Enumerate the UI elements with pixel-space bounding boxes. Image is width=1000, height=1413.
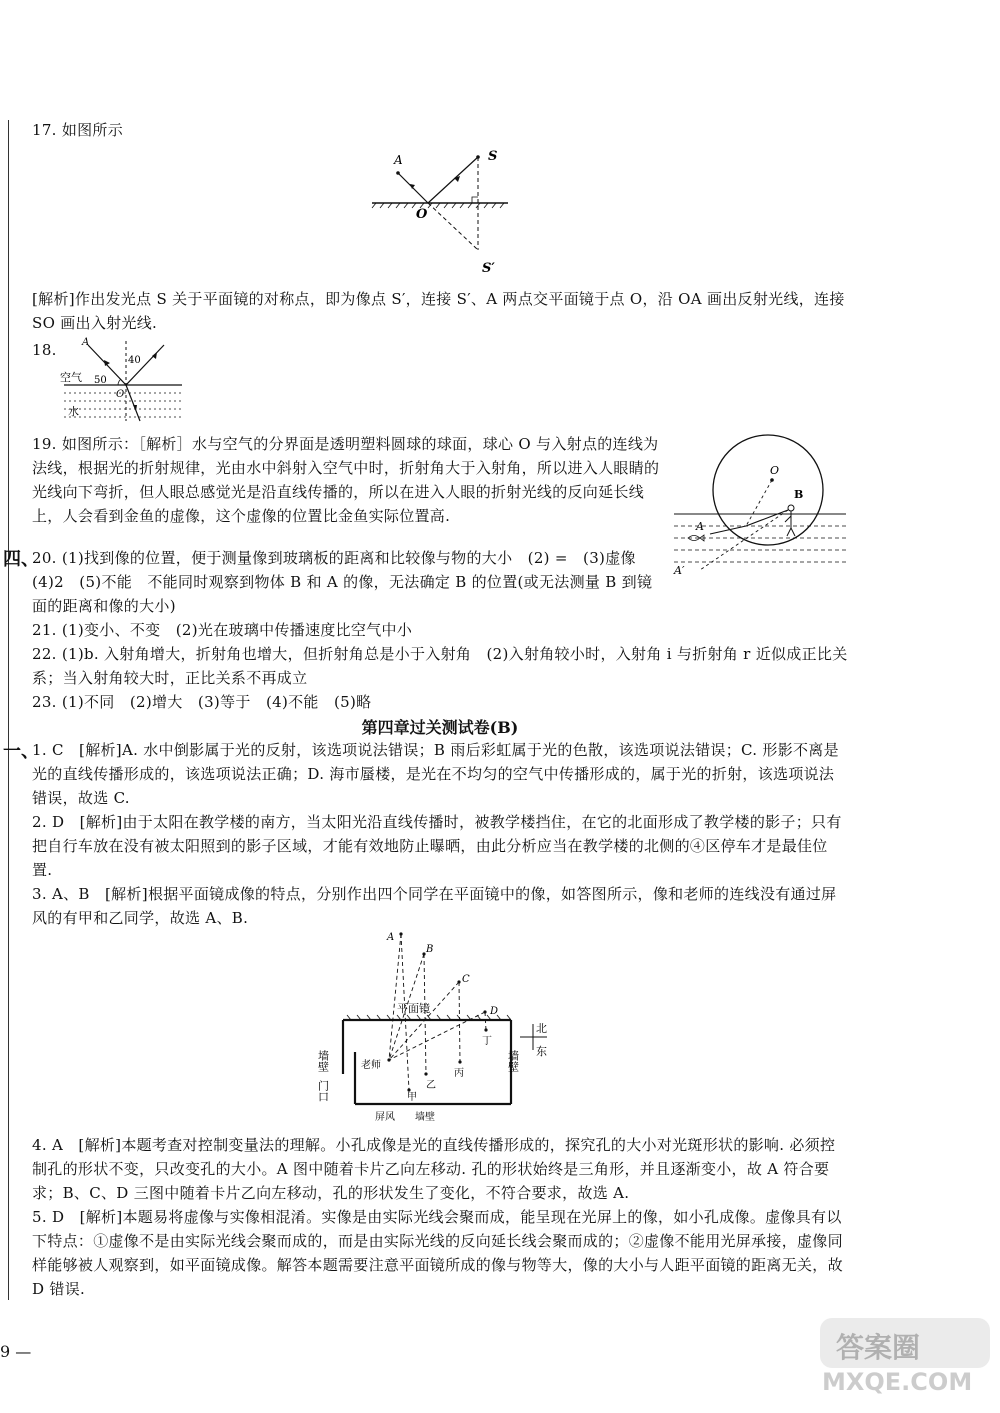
q18-number: 18. xyxy=(32,341,57,359)
q19-label-o: O xyxy=(770,464,780,477)
q17-label-o: O xyxy=(416,207,428,222)
q17-number: 17. 如图所示 xyxy=(32,121,124,139)
q17-label-s: S xyxy=(488,149,498,164)
q3-jia-label: 甲 xyxy=(407,1092,417,1103)
q3-wall-left-label: 墙壁 xyxy=(316,1050,330,1072)
q22-answer: 22. (1)b. 入射角增大，折射角也增大，但折射角总是小于入射角 (2)入射角较小时，入射角 i 与折射角 r 近似成正比关系；当入射角较大时，正比关系不再成立 xyxy=(32,645,848,687)
q3-screen-label: 屏风 xyxy=(375,1112,395,1123)
section1-marker: 一、 xyxy=(3,741,39,762)
q3-plane-mirror-room-diagram xyxy=(315,922,565,1127)
q3-mirror-label: 平面镜 xyxy=(397,1002,430,1015)
q18-refraction-diagram xyxy=(60,335,185,425)
q18-label-o: O xyxy=(116,389,125,400)
q3-ding-label: 丁 xyxy=(482,1036,492,1047)
q17-label-a: A xyxy=(394,153,403,167)
q3-wall-right-label: 墙壁 xyxy=(506,1050,520,1072)
q19-fish-bowl-diagram xyxy=(670,430,850,580)
q3-label-b: B xyxy=(426,944,434,955)
q3-wall-bottom-label: 墙壁 xyxy=(415,1112,435,1123)
section4-marker: 四、 xyxy=(3,549,39,570)
q20-answer: 20. (1)找到像的位置，便于测量像到玻璃板的距离和比较像与物的大小 (2) = (3)虚像 (4)2 (5)不能 不能同时观察到物体 B 和 A 的像，无法确定 B 的位置(或无法测量 B 到镜面的距离和像的大小) xyxy=(32,549,653,615)
q19-label-b: B xyxy=(794,488,804,501)
q3-door-label: 门口 xyxy=(316,1080,330,1102)
q5-answer: 5. D [解析]本题易将虚像与实像相混淆。实像是由实际光线会聚而成，能呈现在光屏上的像，如小孔成像。虚像具有以下特点：①虚像不是由实际光线会聚而成的，而是由实际光线的反向延长线会聚而成的；②虚像不能用光屏承接，虚像同样能够被人观察到，如平面镜成像。解答本题需要注意平面镜所成的像与物等大，像的大小与人距平面镜的距离无关，故 D 错误. xyxy=(32,1208,843,1298)
q3-label-a: A xyxy=(387,932,395,943)
q3-east-label: 东 xyxy=(536,1045,547,1058)
watermark-logo xyxy=(820,1318,990,1368)
q21-answer: 21. (1)变小、不变 (2)光在玻璃中传播速度比空气中小 xyxy=(32,621,413,639)
q19-label-a-prime: A′ xyxy=(674,564,685,577)
q23-answer: 23. (1)不同 (2)增大 (3)等于 (4)不能 (5)略 xyxy=(32,693,372,711)
q18-angle-40: 40 xyxy=(128,355,141,366)
q18-air-label: 空气 xyxy=(60,371,82,384)
left-binding-line xyxy=(8,120,9,1300)
q19-label-a: A xyxy=(696,520,704,533)
q3-north-label: 北 xyxy=(536,1022,547,1035)
q18-label-a: A xyxy=(82,337,90,348)
q18-water-label: 水 xyxy=(68,405,79,418)
q17-analysis: [解析]作出发光点 S 关于平面镜的对称点，即为像点 S′，连接 S′、A 两点交平面镜于点 O，沿 OA 画出反射光线，连接 SO 画出入射光线. xyxy=(32,290,845,332)
q17-reflection-diagram xyxy=(360,140,520,280)
q19-text: 19. 如图所示：［解析］水与空气的分界面是透明塑料圆球的球面，球心 O 与入射点的连线为法线，根据光的折射规律，光由水中斜射入空气中时，折射角大于入射角，所以进入人眼睛的光线向下弯折，但人眼总感觉光是沿直线传播的，所以在进入人眼的折射光线的反向延长线上，人会看到金鱼的虚像，这个虚像的位置比金鱼实际位置高. xyxy=(32,435,660,525)
q3-teacher-label: 老师 xyxy=(361,1060,381,1071)
q18-angle-50: 50 xyxy=(94,375,107,386)
q1-answer: 1. C [解析]A. 水中倒影属于光的反射，该选项说法错误；B 雨后彩虹属于光的色散，该选项说法错误；C. 形影不离是光的直线传播形成的，该选项说法正确；D. 海市蜃楼，是光在不均匀的空气中传播形成的，属于光的折射，该选项说法错误，故选 C. xyxy=(32,741,839,807)
q3-label-c: C xyxy=(462,974,470,985)
q3-answer: 3. A、B [解析]根据平面镜成像的特点，分别作出四个同学在平面镜中的像，如答图所示，像和老师的连线没有通过屏风的有甲和乙同学，故选 A、B. xyxy=(32,885,837,927)
q3-bing-label: 丙 xyxy=(454,1068,464,1079)
q4-answer: 4. A [解析]本题考查对控制变量法的理解。小孔成像是光的直线传播形成的，探究孔的大小对光斑形状的影响. 必须控制孔的形状不变，只改变孔的大小。A 图中随着卡片乙向左移动. 孔的形状始终是三角形，并且逐渐变小，故 A 符合要求；B、C、D 三图中随着卡片乙向左移动，孔的形状发生了变化，不符合要求，故选 A. xyxy=(32,1136,836,1202)
q3-label-d: D xyxy=(490,1006,499,1017)
watermark-site: MXQE.COM xyxy=(822,1368,973,1396)
q17-label-s-prime: S′ xyxy=(482,261,495,276)
chapter-title: 第四章过关测试卷(B) xyxy=(361,718,519,737)
q2-answer: 2. D [解析]由于太阳在教学楼的南方，当太阳光沿直线传播时，被教学楼挡住，在它的北面形成了教学楼的影子；只有把自行车放在没有被太阳照到的影子区域，才能有效地防止曝晒，由此分析应当在教学楼的北侧的④区停车才是最佳位置. xyxy=(32,813,842,879)
page-number: 9 — xyxy=(0,1342,32,1361)
q3-yi-label: 乙 xyxy=(426,1080,436,1091)
watermark-logo-text: 答案圈 xyxy=(836,1331,921,1364)
